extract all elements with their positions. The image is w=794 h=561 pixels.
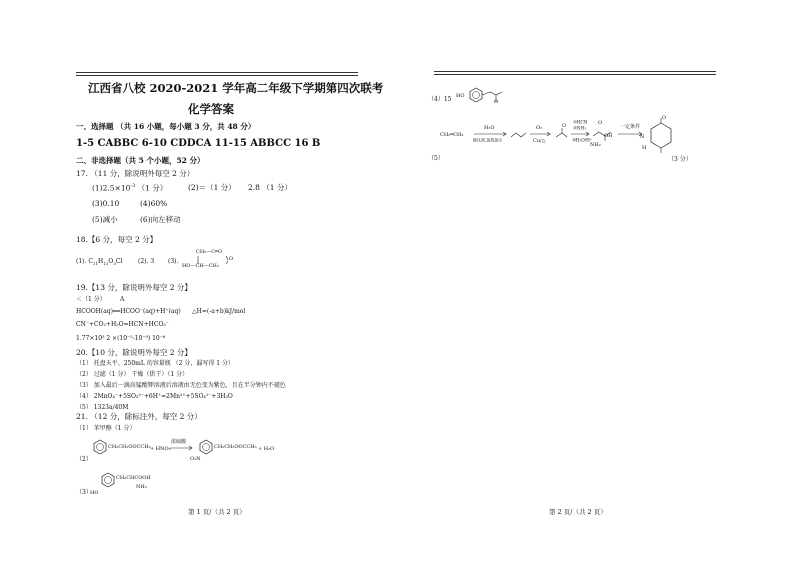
q17-heading: 17. （11 分，除说明外每空 2 分） <box>76 169 195 178</box>
q20-answer-4: （4） 2MnO₄⁻+5SO₃²⁻+6H⁺=2Mn²⁺+5SO₄²⁻+3H₂O <box>76 393 233 400</box>
q18-heading: 18.【6 分，每空 2 分】 <box>76 235 158 244</box>
header-rule-top <box>76 72 358 73</box>
q18-answer-3-label: (3). <box>168 258 179 265</box>
q17-answer-4: (4)60% <box>140 199 168 208</box>
document-subtitle: 化学答案 <box>188 102 234 116</box>
reaction-arrow-icon <box>170 445 194 451</box>
q17-answer-2b: 2.8 （1 分） <box>248 183 292 192</box>
q18-answer-1: (1). $C_{11}H_{13}O_3Cl$ <box>76 258 123 267</box>
q17-answer-3: (3)0.10 <box>92 199 120 208</box>
q19-answer-1: ＜（1 分） <box>76 296 106 303</box>
q18-answer-2: (2). 3 <box>138 258 155 265</box>
page-2-footer: 第 2 页/（共 2 页） <box>549 508 607 516</box>
q20-answer-3: （3） 加入最后一滴高锰酸钾溶液后溶液由无色变为紫色，且在半分钟内不褪色 <box>76 382 286 389</box>
header-rule-top <box>434 71 716 72</box>
benzene-ring-icon <box>198 439 214 455</box>
q19-answer-2: HCOOH(aq)══HCOO⁻(aq)+H⁺(aq) <box>76 308 181 315</box>
q18-ring-bonds <box>196 254 236 266</box>
header-rule-bottom <box>434 74 716 75</box>
q17-answer-1: (1)2.5×10 <box>92 183 131 193</box>
section1-heading: 一、选择题 （共 16 小题，每小题 3 分，共 48 分） <box>76 122 256 131</box>
q19-answer-3: CN⁻+CO₂+H₂O=HCN+HCO₃⁻ <box>76 321 169 328</box>
q21-answer-2-label: （2） <box>76 456 92 463</box>
header-rule-bottom <box>76 75 358 76</box>
mc-answers: 1-5 CABBC 6-10 CDDCA 11-15 ABBCC 16 B <box>76 138 321 149</box>
q17-answer-1-score: （1 分） <box>137 183 168 193</box>
q21-answer-1: （1） 苯甲醇（1 分） <box>76 425 136 432</box>
q19-heading: 19.【13 分，除说明外每空 2 分】 <box>76 283 192 292</box>
benzene-ring-icon <box>468 87 508 105</box>
reaction-arrow-icon <box>530 131 552 137</box>
reaction-arrow-icon <box>571 131 591 137</box>
document-title: 江西省八校 2020-2021 学年高二年级下学期第四次联考 <box>88 81 384 95</box>
q19-answer-1b: A <box>120 296 125 303</box>
benzene-ring-icon <box>100 472 116 488</box>
acetaldehyde-structure-icon <box>555 128 571 140</box>
q17-line1 <box>92 184 167 192</box>
q21-answer-3-label: （3） <box>76 489 92 496</box>
diketopiperazine-ring-icon <box>646 118 676 154</box>
q20-answer-5: （5） 1323a/40M <box>76 404 129 411</box>
q19-answer-2b: △H=(-a+b)kJ/mol <box>192 308 246 315</box>
q17-answer-2: (2)＝（1 分） <box>188 183 236 192</box>
q20-heading: 20.【10 分，除说明外每空 2 分】 <box>76 348 192 357</box>
q5-label: （5） <box>428 155 444 162</box>
ethanol-structure-icon <box>510 128 530 142</box>
q5-score: （3 分） <box>668 156 692 163</box>
q17-answer-6: (6)向左移动 <box>140 215 181 224</box>
benzene-ring-icon <box>92 439 108 455</box>
q21-heading: 21. （12 分，除标注外，每空 2 分） <box>76 412 202 421</box>
q4-answer: （4）15 <box>428 96 452 103</box>
q17-answer-5: (5)减小 <box>92 215 118 224</box>
q20-answer-1: （1） 托盘天平、250mL 的容量瓶 （2 分，漏写得 1 分） <box>76 360 235 367</box>
q17-answer-1-exp: -3 <box>130 183 136 189</box>
reaction-arrow-icon <box>474 131 508 137</box>
section2-heading: 二、非选择题（共 5 个小题，52 分） <box>76 156 205 165</box>
page-1-footer: 第 1 页/（共 2 页） <box>188 508 246 516</box>
q19-answer-4: 1.77×10⁵ 2 ×(10⁻⁵-10⁻⁹) 10⁻⁶ <box>76 335 166 342</box>
q20-answer-2: （2） 过滤（1 分） 干燥（烘干）（1 分） <box>76 371 189 378</box>
